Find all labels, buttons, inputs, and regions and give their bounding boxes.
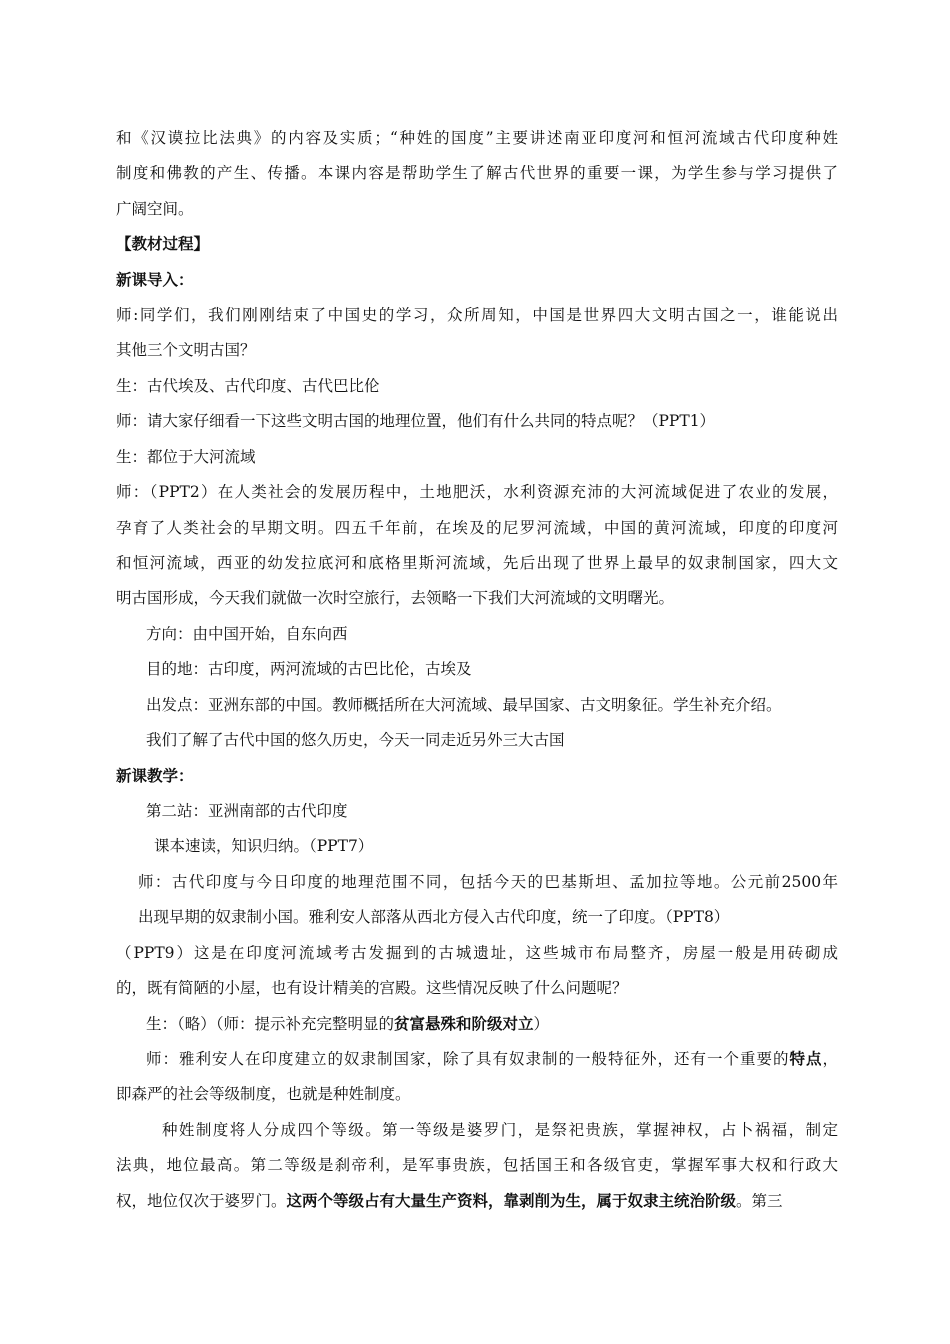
paragraph-line: 生：都位于大河流域 [116,448,256,466]
paragraph-line: 和恒河流域，西亚的幼发拉底河和底格里斯河流域，先后出现了世界上最早的奴隶制国家，四大文 [116,554,838,572]
paragraph-line: 方向：由中国开始，自东向西 [146,625,348,643]
paragraph-line: 师：请大家仔细看一下这些文明古国的地理位置，他们有什么共同的特点呢？（PPT1） [116,412,716,430]
text-run: ） [533,1015,550,1033]
paragraph-line: 出现早期的奴隶制小国。雅利安人部落从西北方侵入古代印度，统一了印度。（PPT8） [138,908,730,926]
text-run: 师：雅利安人在印度建立的奴隶制国家，除了具有奴隶制的一般特征外，还有一个重要的 [146,1050,790,1068]
text-run: ， [822,1050,838,1068]
paragraph-line: 出发点：亚洲东部的中国。教师概括所在大河流域、最早国家、古文明象征。学生补充介绍。 [146,696,782,714]
paragraph-line: 其他三个文明古国？ [116,341,256,359]
paragraph-line: 师：（PPT2）在人类社会的发展历程中，土地肥沃，水利资源充沛的大河流域促进了农业的发展， [116,483,838,501]
paragraph-line [146,1014,549,1034]
paragraph-line [146,1049,838,1069]
paragraph-line: 第二站：亚洲南部的古代印度 [146,802,348,820]
bold-text-run: 贫富悬殊和阶级对立 [394,1015,534,1033]
paragraph-line: 的，既有简陋的小屋，也有设计精美的宫殿。这些情况反映了什么问题呢？ [116,979,628,997]
paragraph-line: 种姓制度将人分成四个等级。第一等级是婆罗门，是祭祀贵族，掌握神权，占卜祸福，制定 [162,1121,838,1139]
section-heading: 新课教学： [116,767,194,785]
paragraph-line: 师：古代印度与今日印度的地理范围不同，包括今天的巴基斯坦、孟加拉等地。公元前2500年 [138,873,838,891]
section-heading: 【教材过程】 [116,235,210,253]
paragraph-line: 制度和佛教的产生、传播。本课内容是帮助学生了解古代世界的重要一课，为学生参与学习提供了 [116,164,838,182]
paragraph-line [116,1191,783,1211]
paragraph-line: 即森严的社会等级制度，也就是种姓制度。 [116,1085,411,1103]
section-heading: 新课导入： [116,271,194,289]
bold-text-run: 这两个等级占有大量生产资料，靠剥削为生，属于奴隶主统治阶级 [286,1192,737,1210]
paragraph-line: 我们了解了古代中国的悠久历史，今天一同走近另外三大古国 [146,731,565,749]
paragraph-line: 广阔空间。 [116,200,194,218]
paragraph-line: 明古国形成，今天我们就做一次时空旅行，去领略一下我们大河流域的文明曙光。 [116,589,675,607]
text-run: 生：（略）（师：提示补充完整明显的 [146,1015,395,1033]
paragraph-line: 生：古代埃及、古代印度、古代巴比伦 [116,377,380,395]
paragraph-line: 孕育了人类社会的早期文明。四五千年前，在埃及的尼罗河流域，中国的黄河流域，印度的印度河 [116,519,838,537]
text-run: 。第三 [736,1192,783,1210]
paragraph-line: 课本速读，知识归纳。（PPT7） [154,837,374,855]
paragraph-line: 师:同学们，我们刚刚结束了中国史的学习，众所周知，中国是世界四大文明古国之一，谁能说出 [116,306,838,324]
paragraph-line: 和《汉谟拉比法典》的内容及实质；“种姓的国度”主要讲述南亚印度河和恒河流域古代印度种姓 [116,129,838,147]
paragraph-line: 目的地：古印度，两河流域的古巴比伦，古埃及 [146,660,472,678]
text-run: 权，地位仅次于婆罗门。 [116,1192,287,1210]
paragraph-line: 法典，地位最高。第二等级是刹帝利，是军事贵族，包括国王和各级官吏，掌握军事大权和行政大 [116,1156,838,1174]
paragraph-line: （PPT9）这是在印度河流域考古发掘到的古城遗址，这些城市布局整齐，房屋一般是用砖砌成 [116,944,838,962]
bold-text-run: 特点 [789,1050,823,1068]
